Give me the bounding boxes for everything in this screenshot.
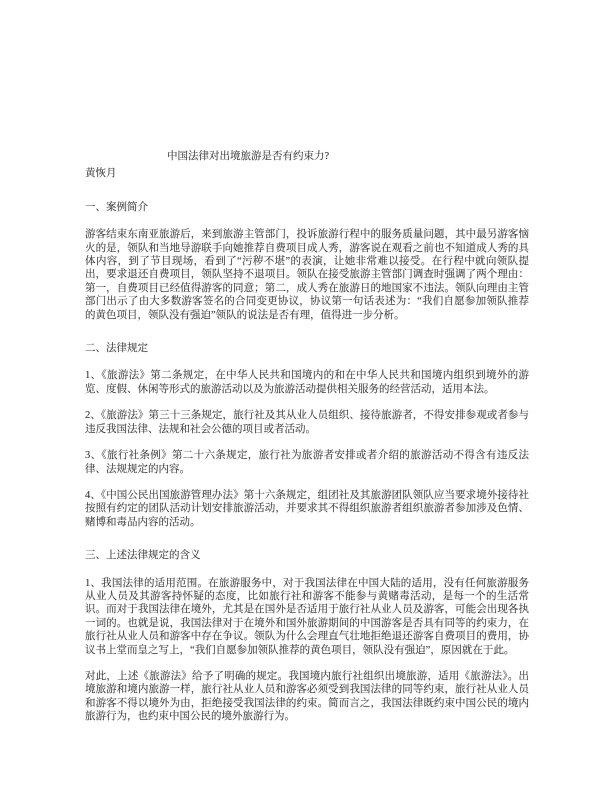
- paragraph: 1、我国法律的适用范围。在旅游服务中，对于我国法律在中国大陆的适用，没有任何旅游服务从业人员及其游客持怀疑的态度，比如旅行社和游客不能参与黄赌毒活动，是每一个的生活常识。而对于我国法律在境外，尤其是在国外是否适用于旅行社从业人员及游客，可能会出现各执一词的。也就是说，我国法律对于在境外和国外旅游期间的中国游客是否具有同等的约束力，在旅行社从业人员和游客中存在争议。领队为什么会理直气壮地拒绝退还游客自费项目的费用，协议书上堂而皇之写上，“我们自愿参加领队推荐的黄色项目，领队没有强迫”，原因就在于此。: [85, 577, 529, 656]
- section-case-intro: [85, 201, 529, 322]
- section-legal-provisions: [85, 342, 529, 529]
- paragraph: 游客结束东南亚旅游后，来到旅游主管部门，投诉旅游行程中的服务质量问题，其中最另游客恼火的是，领队和当地导游联手向她推荐自费项目成人秀，游客说在观看之前也不知道成人秀的具体内容，到了节目现场，看到了“污秽不堪”的表演，让她非常难以接受。在行程中就向领队提出，要求退还自费项目，领队坚持不退项目。领队在接受旅游主管部门调查时强调了两个理由：第一，自费项目已经值得游客的同意；第二，成人秀在旅游日的地国家不违法。领队向理由主管部门出示了由大多数游客签名的合同变更协议，协议第一句话表述为：“我们自愿参加领队推荐的黄色项目，领队没有强迫”领队的说法是否有理，值得进一步分析。: [85, 229, 529, 321]
- document-title: 中国法律对出境旅游是否有约束力?: [167, 151, 330, 162]
- section-heading: 三、上述法律规定的含义: [85, 550, 201, 562]
- paragraph: 3、《旅行社条例》第二十六条规定，旅行社为旅游者安排或者介绍的旅游活动不得含有违反法律、法规规定的内容。: [85, 450, 529, 475]
- section-heading: 二、法律规定: [85, 343, 148, 355]
- paragraph: 4、《中国公民出国旅游管理办法》第十六条规定，组团社及其旅游团队领队应当要求境外接待社按照有约定的团队活动计划安排旅游活动，并要求其不得组织旅游者组织旅游者参加涉及色情、赌博和毒品内容的活动。: [85, 489, 529, 528]
- document-content: [85, 150, 529, 724]
- section-meaning-of-provisions: [85, 549, 529, 723]
- paragraph: 2、《旅游法》第三十三条规定，旅行社及其从业人员组织、接待旅游者，不得安排参观或者参与违反我国法律、法规和社会公德的项目或者活动。: [85, 410, 529, 435]
- section-heading: 一、案例简介: [85, 201, 148, 213]
- paragraph: 对此，上述《旅游法》给予了明确的规定。我国境内旅行社组织出境旅游，适用《旅游法》。出境旅游和境内旅游一样，旅行社从业人员和游客必须受到我国法律的同等约束，旅行社从业人员和游客不得以境外为由，拒绝接受我国法律的约束。简而言之，我国法律既约束中国公民的境内旅游行为，也约束中国公民的境外旅游行为。: [85, 670, 529, 723]
- paragraph: 1、《旅游法》第二条规定，在中华人民共和国境内的和在中华人民共和国境内组织到境外的游览、度假、休闲等形式的旅游活动以及为旅游活动提供相关服务的经营活动，适用本法。: [85, 370, 529, 395]
- document-author: 黄恢月: [85, 168, 117, 180]
